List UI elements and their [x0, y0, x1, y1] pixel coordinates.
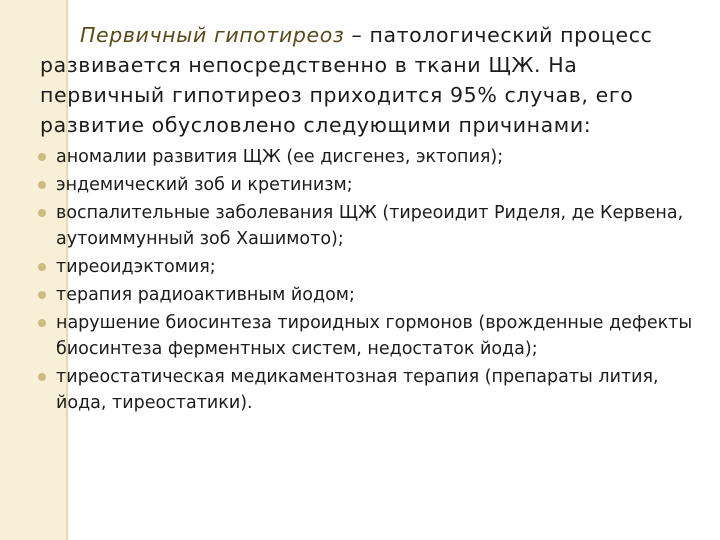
list-item [40, 310, 705, 362]
bullet-icon [38, 263, 46, 271]
list-item-text: воспалительные заболевания ЩЖ (тиреоидит Риделя, де Кервена, аутоиммунный зоб Хашимото); [56, 203, 684, 249]
list-item [40, 254, 705, 280]
bullet-icon [38, 209, 46, 217]
slide-body [40, 20, 705, 418]
list-item [40, 144, 705, 170]
bullet-icon [38, 373, 46, 381]
list-item-text: нарушение биосинтеза тироидных гормонов (врожденные дефекты биосинтеза ферментных систем, недостаток йода); [56, 313, 693, 359]
list-item-text: эндемический зоб и кретинизм; [56, 175, 353, 195]
list-item-text: терапия радиоактивным йодом; [56, 285, 355, 305]
causes-list [40, 144, 705, 416]
list-item-text: тиреоидэктомия; [56, 257, 216, 277]
intro-text: – патологический процесс развивается непосредственно в ткани ЩЖ. На первичный гипотиреоз приходится 95% случав, его развитие обусловлено следующими причинами: [40, 23, 653, 137]
list-item [40, 364, 705, 416]
list-item [40, 200, 705, 252]
list-item [40, 282, 705, 308]
bullet-icon [38, 319, 46, 327]
list-item-text: аномалии развития ЩЖ (ее дисгенез, эктопия); [56, 147, 504, 167]
list-item [40, 172, 705, 198]
intro-paragraph [40, 20, 705, 140]
bullet-icon [38, 153, 46, 161]
list-item-text: тиреостатическая медикаментозная терапия (препараты лития, йода, тиреостатики). [56, 367, 659, 413]
bullet-icon [38, 291, 46, 299]
bullet-icon [38, 181, 46, 189]
term-primary-hypothyroidism: Первичный гипотиреоз [80, 23, 345, 47]
